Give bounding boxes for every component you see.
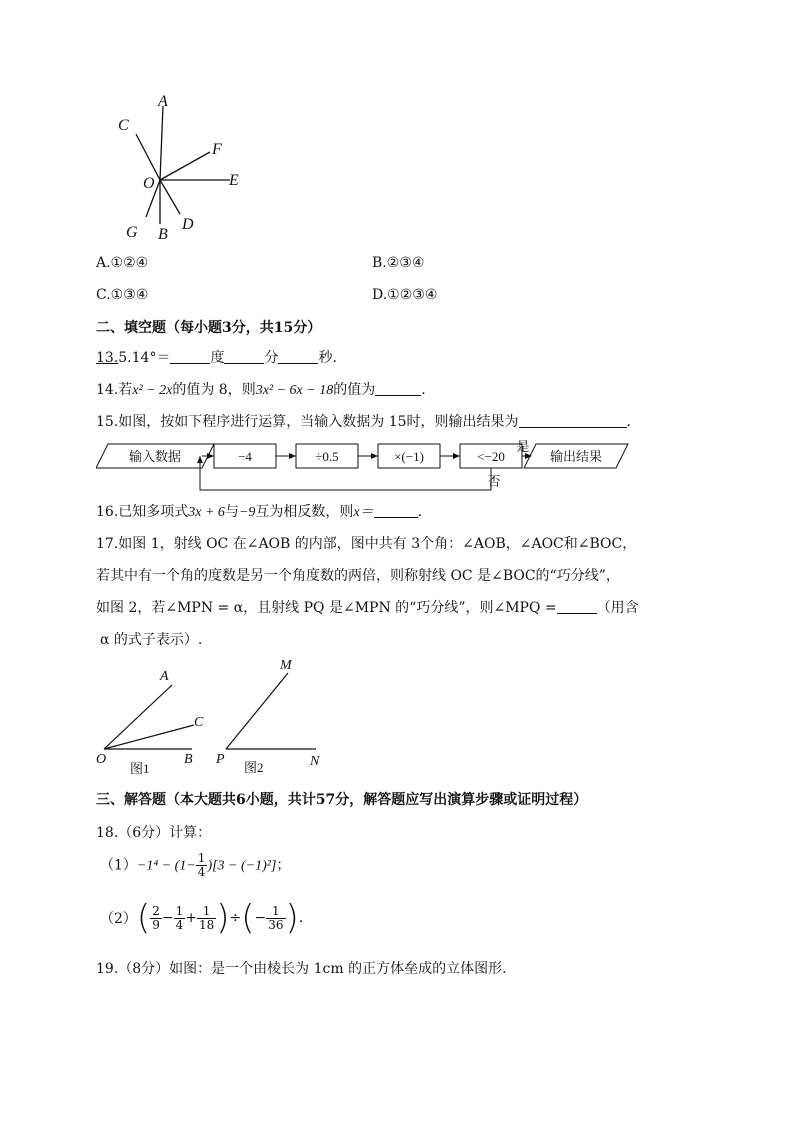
- fraction-1: [150, 905, 162, 932]
- label-D: D: [182, 216, 194, 233]
- option-c: C.①③④: [96, 287, 149, 303]
- fraction-denominator: 18: [198, 917, 215, 932]
- fraction-numerator: 1: [197, 905, 216, 919]
- q19-text: 19.（8分）如图：是一个由棱长为 1cm 的正方体垒成的立体图形.: [96, 961, 507, 977]
- q16-pre: 16.已知多项式: [96, 504, 189, 520]
- option-a: A.①②④: [96, 255, 149, 271]
- q13-blank-2[interactable]: [224, 349, 264, 364]
- fraction-numerator: 1: [175, 903, 184, 918]
- label-B: B: [158, 226, 168, 242]
- question-15: [96, 411, 631, 431]
- fig1-label-B: B: [184, 752, 193, 767]
- q17-line-2: 若其中有一个角的度数是另一个角度数的两倍，则称射线 OC 是∠BOC的“巧分线”，: [96, 568, 620, 584]
- q18-part-1-fraction: [196, 852, 208, 879]
- flow-cond: <−20: [477, 449, 505, 464]
- fig1-label-A: A: [160, 669, 169, 684]
- plus-sign: +: [185, 910, 197, 926]
- q18-part-1: [100, 852, 290, 879]
- q18-part-1-label: （1）: [100, 857, 137, 874]
- q18-part-2-end: .: [298, 910, 304, 926]
- q16-post: 互为相反数，则: [255, 504, 354, 520]
- fraction-denominator: 4: [175, 917, 184, 932]
- q13-unit-1: 度: [210, 350, 225, 366]
- q16-mid: 与: [224, 504, 239, 520]
- q17-line-4: α 的式子表示）.: [100, 632, 203, 648]
- fraction-numerator: 1: [266, 905, 285, 919]
- q18-part-2-label: （2）: [100, 911, 137, 927]
- q16-blank[interactable]: [374, 503, 418, 518]
- minus-sign-2: −: [254, 910, 267, 926]
- q13-unit-2: 分: [264, 350, 279, 366]
- q15-text: 15.如图，按如下程序进行运算，当输入数据为 15时，则输出结果为: [96, 414, 519, 430]
- q13-blank-1[interactable]: [170, 349, 210, 364]
- fig2-label-M: M: [280, 658, 292, 673]
- fraction-denominator: 4: [197, 865, 206, 879]
- q16-expr2: −9: [238, 505, 256, 520]
- fig1-label-C: C: [194, 715, 204, 730]
- question-13: [96, 347, 337, 367]
- flow-op3: ×(−1): [394, 449, 424, 464]
- q17-blank[interactable]: [557, 599, 597, 614]
- q14-end: .: [421, 382, 426, 398]
- q15-flowchart: [96, 438, 656, 494]
- fig2-label-N: N: [310, 754, 320, 769]
- label-E: E: [229, 172, 239, 189]
- flow-output: 输出结果: [549, 449, 603, 464]
- fraction-numerator: 1: [197, 851, 206, 865]
- label-G: G: [126, 224, 138, 241]
- q13-end: .: [332, 350, 337, 366]
- left-paren-2: (: [241, 898, 255, 938]
- q16-end: .: [417, 504, 423, 520]
- q18-part-2: [100, 898, 303, 938]
- q14-expr1: x² − 2x: [132, 383, 173, 398]
- q14-expr2: 3x² − 6x − 18: [255, 383, 334, 398]
- q16-expr1: 3x + 6: [188, 505, 225, 520]
- q18-part-1-expr-b: )[3 − (−1)²]: [207, 858, 277, 874]
- label-O: O: [143, 175, 155, 192]
- fraction-denominator: 9: [152, 917, 160, 932]
- fraction-4: [266, 905, 285, 932]
- q14-blank[interactable]: [375, 381, 421, 396]
- flow-yes: 是: [516, 439, 530, 454]
- fraction-denominator: 36: [268, 917, 284, 932]
- flow-op1: −4: [238, 449, 252, 464]
- label-F: F: [212, 141, 222, 158]
- q18-part-1-expr-a: −1⁴ − (1−: [136, 858, 196, 874]
- q14-mid: 的值为 8，则: [172, 382, 256, 398]
- q18-title: 18.（6分）计算：: [96, 825, 212, 841]
- q17-line-1: 17.如图 1，射线 OC 在∠AOB 的内部，图中共有 3个角：∠AOB，∠AOC和∠BOC，: [96, 536, 637, 552]
- fraction-numerator: 2: [152, 903, 160, 918]
- fraction-3: [197, 905, 216, 932]
- divide-sign: ÷: [229, 910, 242, 926]
- q13-unit-3: 秒: [318, 350, 333, 366]
- right-paren: ): [216, 898, 230, 938]
- question-14: [96, 379, 426, 399]
- q13-blank-3[interactable]: [278, 349, 318, 364]
- q16-var: x＝: [353, 505, 374, 520]
- option-d: D.①②③④: [372, 287, 438, 303]
- flow-input: 输入数据: [128, 449, 182, 464]
- rays-figure: [108, 92, 258, 242]
- q17-line-3a: 如图 2，若∠MPN = α，且射线 PQ 是∠MPN 的“巧分线”，则∠MPQ =: [96, 600, 557, 616]
- q15-end: .: [626, 414, 631, 430]
- label-A: A: [158, 93, 168, 110]
- q14-pre: 14.若: [96, 382, 133, 398]
- minus-sign: −: [161, 910, 174, 926]
- q13-expr: 5.14°＝: [118, 350, 171, 366]
- flow-op2: ÷0.5: [315, 449, 339, 464]
- left-paren: (: [136, 898, 151, 938]
- q13-number: 13.: [96, 350, 119, 366]
- q17-line-3b: （用含: [596, 600, 639, 616]
- section3-title: 三、解答题（本大题共6小题，共计57分，解答题应写出演算步骤或证明过程）: [96, 792, 588, 808]
- q14-post: 的值为: [333, 382, 376, 398]
- label-C: C: [118, 117, 129, 134]
- fraction-2: [174, 905, 186, 932]
- fig1-caption: 图1: [130, 761, 150, 776]
- question-16: [96, 501, 422, 521]
- section2-title: 二、填空题（每小题3分，共15分）: [96, 320, 322, 336]
- q18-part-1-end: ；: [276, 857, 291, 874]
- fig2-label-P: P: [216, 752, 225, 767]
- right-paren-2: ): [285, 898, 299, 938]
- fig1-label-O: O: [96, 752, 107, 767]
- q15-blank[interactable]: [519, 413, 627, 428]
- fig2-caption: 图2: [244, 760, 264, 775]
- option-b: B.②③④: [372, 255, 425, 271]
- q17-figures: [92, 655, 342, 780]
- q17-line-3: [96, 597, 639, 617]
- flow-no: 否: [487, 474, 501, 489]
